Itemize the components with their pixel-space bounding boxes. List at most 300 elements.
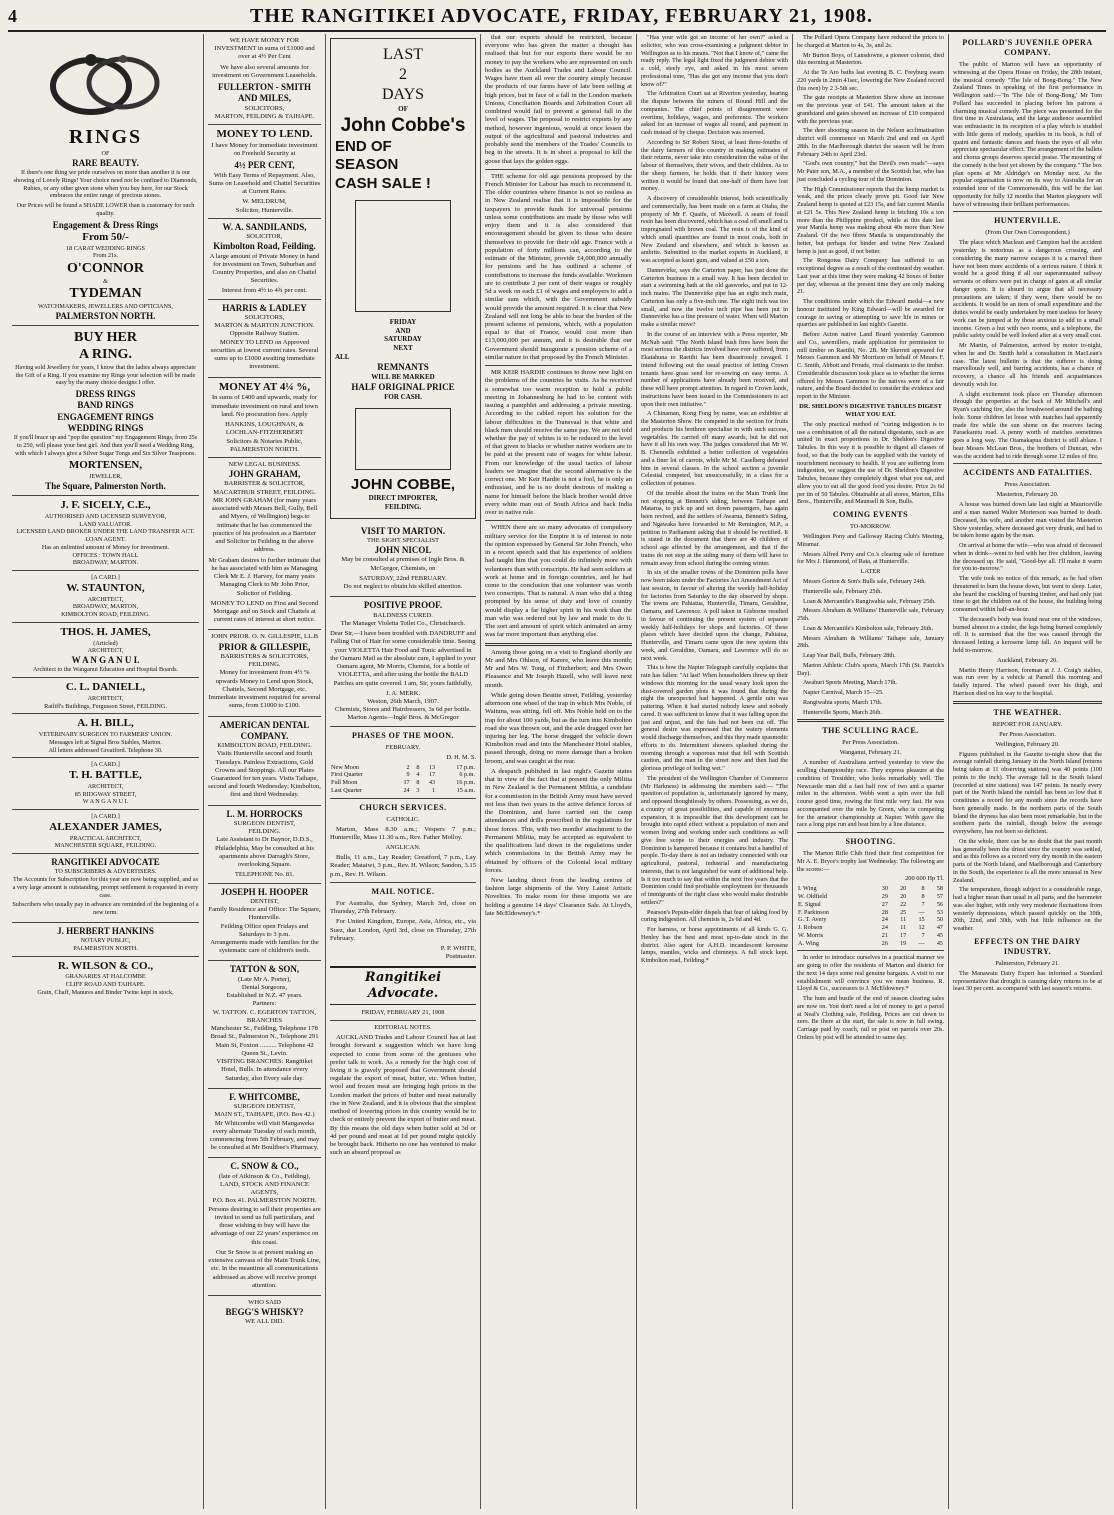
wedding-rings: 18 CARAT WEDDING RINGS — [65, 244, 145, 252]
mtl-2: 4½ PER CENT, — [234, 160, 295, 171]
tat-7: Manchester St., Feilding, Telephone 178 — [211, 1025, 318, 1033]
sculling-pa: Per Press Association. — [842, 739, 899, 747]
hoop-4: Arrangements made with families for the systematic care of children's teeth. — [210, 939, 319, 955]
whit-3: Mr Whitcombe will visit Mangaweka every alternate Tuesday of each month, commencing from 5th February, and may be consulted at Mr Boultbee's Pharmacy. — [209, 1119, 320, 1152]
ad-harris-ladley — [208, 300, 321, 378]
score-row-cell: — — [918, 908, 925, 916]
graham-5: MONEY TO LEND on First and Second Mortgage and on Stock and Chattels at current rates of interest at short notice. — [210, 599, 319, 624]
hunterville-2: Mr Martin, of Palmerston, arrived by motor to-night, when he and Dr. Smith held a consultation in MacLean's case. The latest bulletin is that the sufferer is doing marvellously well, and barring accidents, has a chance of recovery, a chance all his friends and acquaintances devoutly wish for. — [953, 342, 1102, 388]
ajames-name: ALEXANDER JAMES, — [49, 820, 162, 833]
column-6 — [793, 34, 949, 1509]
sand-4: Interest from 4½ to 4¾ per cent. — [221, 287, 308, 295]
cobbe-two: 2 — [399, 66, 407, 83]
ad-john-cobbe — [330, 38, 476, 519]
nicol-2: SATURDAY, 22nd FEBRUARY. — [359, 574, 447, 582]
violetta-3: J. A. MERK. — [385, 689, 421, 697]
tat-6: BRANCHES — [246, 1016, 283, 1024]
score-row-cell: 47 — [936, 924, 943, 931]
fsm-lease: We have also several amounts for investment on Government Leaseholds. — [212, 63, 317, 79]
score-row-cell: 11 — [900, 916, 907, 924]
buy-body: Having sold Jewellery for years, I know that the ladies always appreciate the Gift of a Ring. If you examine my Rings your selection will be made easy by the many choice designs I offer. — [15, 363, 196, 387]
mail-3: P. P. WHITE, — [440, 945, 476, 953]
news-lloyds: New landing direct from the leading centres of fashion large shipments of the Very Latest Artistic Novelties. To make room for these imports we are holding a genuine 14 days' Clearance Sale. At Lloyd's, late McEldowney's.* — [485, 876, 632, 917]
shooting-heading: SHOOTING. — [845, 837, 896, 846]
divider — [953, 463, 1102, 464]
score-row — [797, 916, 944, 924]
event-9: Leap Year Ball, Bulls, February 28th. — [803, 652, 896, 659]
score-row-cell: 19 — [900, 939, 907, 947]
church-catholic: CATHOLIC. — [386, 815, 420, 823]
page-number: 4 — [8, 5, 17, 26]
accidents-heading: ACCIDENTS AND FATALITIES. — [962, 468, 1093, 478]
accidents-2: On arrival at home the wife—who was afraid of deceased when in drink—went to bed with her five children, leaving the deceased up. He said, "Good-bye all. I'll make it warm for you to-morrow." — [953, 542, 1102, 573]
score-row — [797, 893, 944, 901]
news-pepsin: Pearson's Pepsin-elder dispels that fear of taking food by curing indigestion. All chemists is, 2s 6d and 4d. — [641, 908, 788, 924]
ampersand: & — [103, 277, 108, 285]
violetta-6: Marton Agents—Ingle Bros. & McGregor — [347, 714, 459, 722]
mtl-1: I have Money for immediate investment on Freehold Security at — [211, 141, 318, 158]
m44-c: Solicitors & Notaries Public, PALMERSTON NORTH. — [226, 437, 303, 453]
accidents-dateline: Masterton, February 20. — [996, 491, 1059, 499]
event-14: Hunterville Sports, March 26th. — [803, 708, 882, 716]
rings-heading: RINGS — [68, 126, 143, 148]
ad-buy-her-a-ring — [12, 326, 199, 496]
score-row-cell: 58 — [936, 885, 943, 893]
beggs-whisky: BEGG'S WHISKY? — [225, 1307, 304, 1318]
tat-2: Dental Surgeons, — [241, 983, 288, 991]
buy-her: BUY HER — [74, 329, 137, 345]
cobbe-days: DAYS — [381, 86, 425, 103]
violetta-bald: BALDNESS CURED. — [373, 611, 433, 619]
pollard-heading: POLLARD'S JUVENILE OPERA COMPANY. — [962, 38, 1093, 57]
ad-ajames — [12, 810, 199, 854]
ajames-1: PRACTICAL ARCHITECT, — [69, 834, 142, 842]
moon-row-cell: 43 — [428, 779, 436, 787]
who-said: WHO SAID — [248, 1298, 281, 1306]
ad-sicely — [12, 496, 199, 571]
tat-8: Broad St., Palmerston N., Telephone 291 — [210, 1033, 319, 1041]
graham-3: MR JOHN GRAHAM (for many years associated with Messrs Bell, Gully, Bell and Myers, of Wellington) begs to intimate that he has commenced the practice of his profession as a Barrister and Solicitor in Feilding in the above address. — [211, 496, 318, 554]
score-row-cell: 22 — [900, 900, 907, 908]
adc-1: KIMBOLTON ROAD, FEILDING. — [217, 742, 312, 750]
card-1: [A CARD.] — [91, 574, 120, 581]
ad-meldrum — [208, 125, 321, 219]
ad-fullerton — [208, 34, 321, 125]
engagement-rings: Engagement & Dress Rings — [52, 219, 159, 230]
ad-violetta — [330, 597, 476, 726]
tat-11: VISITING BRANCHES: Rangitikei Hotel, Bulls. In attendance every Saturday, also Every sale day. — [216, 1058, 313, 1082]
hankins-name: J. HERBERT HANKINS — [57, 925, 154, 936]
score-row — [797, 885, 944, 893]
dairy-heading: EFFECTS ON THE DAIRY INDUSTRY. — [974, 936, 1081, 956]
ajames-2: MANCHESTER SQUARE, FEILDING. — [54, 842, 157, 850]
snow-name: C. SNOW & CO., — [230, 1161, 299, 1172]
m44-title: MONEY AT 4¼ %, — [218, 380, 311, 393]
event-13: Rangiwahia sports, March 17th. — [803, 698, 883, 706]
moon-heading: PHASES OF THE MOON. — [352, 730, 454, 740]
whit-2: MAIN ST., TAIHAPE, (P.O. Box 42.) — [214, 1111, 315, 1119]
editorial-military: WHEN there are so many advocates of compulsory military service for the Empire it is of interest to note the opinion expressed by General Sir John French, who in a recent speech said that his experience of soldiers had taught him that you could do infinitely more with volunteers than with conscripts. He had seen soldiers at work at home and in foreign countries, and he had come to the conclusion that one volunteer was worth two conscripts. That is natural. A man who did a thing prompted by his sense of duty and love of country would display a far higher spirit in his work than the man who was ordered out by law and made to do it. The sort and amount of spirit which animated an army was far more important than anything else. — [485, 524, 632, 639]
m44-a: In sums of £400 and upwards, ready for immediate investment on rural and town land. No procuration fees. Apply — [211, 394, 318, 418]
oconnor-name: O'CONNOR — [67, 261, 144, 276]
news-rain: This is how the Napier Telegraph carefully explains that rain has fallen: "At last! When householders threw up their windows this morning for the usual weary look upon the dust-covered garden plots it was found that during the night the unexpected had happened. A gentle rain was pattering. When it had started nobody knew and nobody cared. It was sufficient to know that it was falling upon the just and unjust, and the fats had not been cut off. The general desire was expressed that the watery elements would discharge themselves, and this they made spasmodic efforts to do. Intermittent showers splashed during the morning through a vaporous mist that fell with Scottish caution, and the man in the street now and then had the glorious privilege of feeling wet." — [641, 664, 788, 772]
divider — [485, 643, 632, 646]
card-2: [A CARD.] — [91, 761, 120, 769]
moon-row-cell: 8 — [416, 779, 420, 787]
pg-3: Money for investment from 4½ % upwards Money to Lend upon Stock, Chattels, Second Mortgage, etc. Immediate investment required for several sums, from £1000 to £100. — [208, 669, 321, 710]
hunterville-1: The place which Maclean and Campion had the accident yesterday is notorious as a dangerous crossing, and considering the many narrow escapes it is a marvel there have not been more accidents of a serious nature. I think it would be a good thing if all our superannuated railway servants or others were put in charge of gates at all similar danger spots. It is absurd to argue that all necessary precautions are taken; if they were, there would be no accidents. It would be an item of small expenditure and the duties would be easily undertaken by men useless for heavy work can be jumped at by those anxious to add to a small income. Given a hut with two rooms, and a telephone, the public safety could be well looked after at a very small cost. — [953, 239, 1102, 340]
graham-name: JOHN GRAHAM, — [228, 469, 301, 480]
moon-row-cell: 17 p.m. — [456, 763, 475, 771]
sand-3: A large amount of Private Money in hand for investment on Town, Suburban and Country Properties, and also on Chattel Securities. — [209, 252, 320, 285]
graham-nlb: NEW LEGAL BUSINESS. — [228, 460, 301, 468]
news-harness: For harness, or horse appointments of all kinds G. G. Henley has the best and most up-to-date stock in the district. Also agent for A.H.D. incandescent kerosene lamps, mantles, wicks and chimneys. A full stock kept. Kimbolton road, Feilding.* — [641, 926, 788, 964]
nicol-1: May be consulted at premises of Ingle Bros. & McGregor, Chemists, on — [341, 556, 465, 572]
event-6: Messrs Abraham & Williams' Hunterville sale, February 25th. — [797, 607, 944, 622]
cobbe-end: END OF — [335, 137, 392, 155]
moon-row — [330, 779, 476, 787]
nicol-visit: VISIT TO MARTON. — [360, 525, 446, 536]
staunton-3: KIMBOLTON ROAD, FEILDING. — [61, 611, 150, 618]
accidents-pa: Press Association. — [1004, 481, 1051, 489]
divider — [330, 882, 476, 883]
news-resin: A discovery of considerable interest, both scientifically and commercially, has been made on a farm at Otaha, the property of Mr F. Quaife, of Maxwell. A seam of fossil resin has been discovered, which has a coal oil smell and is impregnated with brown coal. The resin is of the kind of which small quantities are found in most coals, both in New Zealand and elsewhere, and which is known as ambrite. Submitted to the market experts in Auckland, it was accepted as kauri gum, and valued at £50 a ton. — [641, 195, 788, 264]
moon-table — [330, 764, 476, 795]
accidents-auckland: Auckland, February 20. — [997, 656, 1058, 664]
score-row-cell: 11 — [900, 924, 907, 931]
ad-money-44 — [208, 378, 321, 458]
fsm-2: MARTON, FEILDING & TAIHAPE. — [214, 112, 315, 120]
hl-2: MARTON & MARTON JUNCTION. — [214, 322, 315, 330]
mortensen: MORTENSEN, — [68, 459, 143, 472]
score-row-cell: E. Signal — [798, 900, 821, 908]
score-row-cell: 26 — [881, 939, 888, 947]
accidents-5: Martin Henry Harrison, foreman at J. J. Craig's stables, was run over by a vehicle at Parnell this morning and fatally injured. The wheel passed over his thigh, and Harrison died on his way to the hospital. — [953, 666, 1102, 697]
ad-bill — [12, 714, 199, 758]
news-pollard-prices: The Pollard Opera Company have reduced the prices to be charged at Marton to 4s, 3s, and 2s. — [797, 34, 944, 49]
nicol-sight: THE SIGHT SPECIALIST — [366, 537, 440, 544]
card-3: [A CARD.] — [91, 813, 120, 820]
bill-2: Messages left at Signal Bros Stables, Marton. — [49, 738, 162, 746]
battle-name: T. H. BATTLE, — [69, 769, 142, 781]
hankins-1: NOTARY PUBLIC, — [80, 937, 131, 944]
divider — [330, 1020, 476, 1021]
news-polls: In six of the smaller towns of the Dominion polls have now been taken under the Factories Act Amendment Act of last session, in favour of altering the weekly half-holiday for factories from Saturday to the day observed by shops. The towns are Pahiatua, Hunterville, Timaru, Geraldine, Oamaru, and Lawrence. A poll taken in Gisborne resulted in favour of continuing the present system of separate weekly half-holidays for shops and factories. Of these places which have decided upon the change, Pahiatua, Hunterville, and Timaru came upon the new system this week, and Geraldine, Oamaru, and Lawrence will do so next week. — [641, 569, 788, 662]
accidents-4: The deceased's body was found near one of the windows, burned almost to a cinder, the legs being burned completely off. It is surmised that the fire was caused through the deceased letting a kerosene lamp fall. An inquest will be held to-morrow. — [953, 615, 1102, 654]
violetta-proof: POSITIVE PROOF. — [363, 600, 443, 611]
tat-3: Established in N.Z. 47 years. — [226, 992, 303, 1000]
column-1 — [8, 34, 204, 1509]
event-2: Messrs Alfred Perry and Co.'s clearing sale of furniture for Mrs J. Hammond, of Rata, at Hunterville. — [797, 550, 944, 566]
news-militia: A despatch published in last night's Gazette states that in view of the fact that at present the only Militia in New Zealand is the Permanent Militia, a candidate for a commission in the British Army must have served not less than two years in the active defence forces of the Dominion, and have carried out the camp attendances and drills prescribed in the regulations for those forces. This, with two months' attachment to the Permanent Militia, may be accepted as equivalent to the qualifications laid down in the regulations under which commissions in the British Army may be obtained by officers of the Colonial local military forces. — [485, 767, 632, 874]
score-row-cell: 20 — [900, 885, 907, 893]
moon-row-cell: First Quarter — [331, 771, 363, 779]
rings-of: OF — [101, 150, 110, 157]
cobbe-next: NEXT — [393, 344, 413, 352]
tat-5: W. TATTON. C. EGERTON TATTON, — [212, 1008, 317, 1016]
score-row-cell: 15 — [918, 916, 925, 924]
score-row-cell: 8 — [921, 893, 925, 900]
cobbe-season: SEASON — [335, 156, 399, 174]
moon-row — [330, 787, 476, 795]
news-mcnab: In the course of an interview with a Press reporter, Mr McNab said: "The North Island bush fires have been the most serious the districts involved have ever suffered, from Ekatahuna to Raetihi has been disastrously ravaged. I intend following out the usual practice of letting Crown tenants have grass seed for re-sowing on easy terms. A number of applications have already been received, and these will have prompt attention. In regard to Crown lands, instructions have been issued to the Commissioners to act upon their own initiative." — [641, 330, 788, 408]
whit-name: F. WHITCOMBE, — [229, 1091, 300, 1102]
score-row-cell: 28 — [881, 908, 888, 916]
staunton-architect: ARCHITECT, — [87, 595, 124, 603]
cobbe-importer: DIRECT IMPORTER, — [368, 494, 438, 503]
james-wanganui: W A N G A N U I. — [71, 655, 140, 665]
snow-5: Our Sr Snow is at present making an extensive canvass of the Main Trunk Line, etc. In the meantime all communications addressed as above will receive prompt attention. — [208, 1248, 321, 1289]
editorial-hardie: MR KEIR HARDIE continues to throw new light on the problems of the countries he visits. As he received a somewhat too warm reception to hold a public meeting in Johannesburg he had to be content with issuing a pamphlet and addressing a private meeting. According to the cabled report his solution for the labour difficulties in the Transvaal is that white and black men should receive the same pay. We are not told whether the pay of whites is to be reduced to the level of that given to blacks or whether native workers are to be paid at the present rate of wages for white labour. From our knowledge of the usual tactics of labour leaders we imagine that the second alternative is the correct one. Mr Keir Hardie is not a fool, he is only an enthusiast, and he is no doubt desirous of making a name for himself before the black brother would drive every white man out of South Africa and back India over to native rule. — [485, 369, 632, 517]
score-row-cell: 45 — [936, 931, 943, 939]
hoop-2: Family Residence and Office: The Square, Hunterville. — [208, 906, 321, 922]
wilson-name: R. WILSON & CO., — [57, 959, 154, 972]
sicely-1: AUTHORISED AND LICENSED SURVEYOR, — [44, 512, 167, 520]
a-ring: A RING. — [79, 347, 132, 363]
divider — [953, 701, 1102, 704]
tat-1: (Late Mr A. Porter), — [238, 975, 291, 983]
ad-battle — [12, 758, 199, 810]
moon-row-cell: 17 — [403, 779, 410, 787]
score-row-cell: 7 — [921, 900, 925, 908]
masthead — [8, 2, 1106, 32]
tat-4: Partners: — [252, 1000, 277, 1008]
weather-report: REPORT FOR JANUARY. — [992, 720, 1063, 728]
sculling-dateline: Wanganui, February 21. — [839, 749, 902, 757]
staunton-name: W. STAUNTON, — [66, 581, 145, 594]
news-population: The president of the Wellington Chamber of Commerce (Mr Harkness) in addressing the members said:— "The question of population is, unfortunately ignored by many, and opposed thoughtlessly by others. Possessing, as we do, a country of great possibilities, and capable of enormous expansion, it is impossible that this development can be brought into rapid effect without a population of men and women living and working under such conditions as will give free scope to their energies and industry. The Dominion is hampered because it contains but a handful of people. To-day there is not an industry connected with our agricultural, pastoral, industrial and manufacturing interests, that is not languished for want of additional help. Is it too much to say that within the next five years that the Dominion could find profitable employment for thousands of immigrants of the right class who would make desirable settlers?" — [641, 774, 788, 906]
rangi-3: Subscribers who usually pay in advance are reminded of the beginning of a new term. — [12, 901, 199, 916]
m44-b: HANKINS, LOUGHNAN, & LOCHLAN-FITZHERBERT — [225, 421, 304, 437]
daniell-2: Ratliff's Buildings, Fergusson Street, FEILDING. — [44, 702, 167, 710]
moon-month: FEBRUARY. — [385, 743, 421, 751]
mtl-title: MONEY TO LEND. — [216, 128, 313, 141]
coming-tomorrow: TO-MORROW. — [849, 523, 891, 530]
church-anglican: ANGLICAN. — [385, 844, 421, 852]
square-palmerston: The Square, Palmerston North. — [45, 480, 166, 491]
moon-row-cell: 3 — [416, 786, 420, 794]
sicely-6: OFFICES : TOWN HALL — [72, 551, 139, 559]
ad-rings — [12, 34, 199, 326]
hunterville-heading: HUNTERVILLE. — [994, 216, 1061, 226]
moon-row-cell: 17 — [428, 771, 436, 779]
snow-1: (late of Atkinson & Co., Feilding), — [218, 1172, 311, 1180]
hunterville-3: A slight excitement took place on Thursday afternoon through the properties at the back of Mr Mitchell's and Ryan's catching fire, also the brushwood around the bathing hole. Some children let loose with matches had apparently made fire while the sun shone on the reserves facing Paraekaretu road. A penny worth of matches sometimes goes a long way. The Otamakapua district is still ablaze. I hear Messrs McLean Bros., the brothers of Duncan, who was the accident had to ride through some 12 miles of fire. — [953, 390, 1102, 460]
ad-snow — [208, 1158, 321, 1296]
bill-1: VETERINARY SURGEON TO FARMERS' UNION. — [38, 731, 173, 738]
horr-name: L. M. HORROCKS — [226, 808, 303, 819]
score-row — [797, 940, 944, 948]
rangi-1: TO SUBSCRIBERS & ADVERTISERS. — [54, 868, 157, 876]
score-row-cell: 8 — [921, 885, 925, 893]
rings-body: If there's one thing we pride ourselves on more than another it is our showing of Lovely Rings! Your choice need not be confined to Diamonds, Rubies, or any other given stone when you buy here, for our Stock embraces the entire range of precious stones. — [13, 169, 198, 200]
wed-rings: WEDDING RINGS — [67, 422, 144, 433]
news-medal: The conditions under which the Edward medal—a new honour instituted by King Edward—will be awarded for courage in saving or attempting to save life in mines or quarries are published in last night's Gazette. — [797, 298, 944, 329]
editorial-1: AUCKLAND Trades and Labour Council has at last brought forward a suggestion which we have long expected to come from some of the geniuses who prefer talk to work. As a remedy for the high cost of living it is gravely proposed that Government should regulate the export of meat, butter, etc. When butter, wool and frozen meat are bringing high prices in the London market the prices of butter and meat naturally rise in New Zealand, and it is obvious that the simplest method of lowering prices in this country would be to check or entirely prevent the export of butter and meat. By this means the old days when butter sold at 3d or 4d per pound and meat at 1d per pound might quickly be brought back. Hitherto no one has ventured to make such an absurd proposal as — [330, 1034, 476, 1157]
cobbe-frame — [355, 200, 451, 312]
sicely-4: LOAN AGENT. — [85, 536, 126, 543]
column-5 — [637, 34, 793, 1509]
weather-2: On the whole, there can be no doubt that the past month has generally been the driest since the country was settled, and as this follows as a record very dry month in the eastern parts of the North Island, and Marlborough and Canterbury in the South, the experience is all the more unusual in New Zealand. — [953, 837, 1102, 884]
nicol-name: JOHN NICOL — [374, 545, 432, 556]
wilson-2: CLIFF ROAD AND TAIHAPE. — [65, 981, 146, 988]
ad-tatton — [208, 961, 321, 1088]
mail-2: For United Kingdom, Europe, Asia, Africa, etc., via Suez, due London, April 3rd, close on Thursday, 27th February. — [330, 918, 476, 942]
graham-4: Mr Graham desires to further intimate that he has associated with him as Managing Clerk Mr E. J. Harvey, for many years Managing Clerk to Mr John Prior, Solicitor of Feilding. — [208, 556, 321, 597]
score-row-cell: 56 — [936, 900, 943, 908]
weather-dateline: Wellington, February 20. — [995, 740, 1060, 748]
ad-rangitikei-subscribers — [12, 854, 199, 923]
column-4 — [481, 34, 637, 1509]
moon-row-cell: 13 — [428, 763, 436, 771]
score-row-cell: F. Parkinson — [798, 908, 829, 916]
whit-1: SURGEON DENTIST, — [233, 1103, 296, 1111]
band-rings: BAND RINGS — [77, 400, 134, 411]
sculling-body: A number of Australians arrived yesterday to view the sculling championship race. They express pleasure at the condition of Tresidder, who looks remarkably well. The Newcastle man did a fast half row of two and a quarter miles in the afternoon. Webb went a spin over the full course good time, rowing the first mile very fast. He was accompanied over the mile by Green, who is competing for the amateur championship at Napier. Webb gave the race a long pipe run and beat him by a line distance. — [797, 759, 944, 829]
cobbe-frame-2 — [355, 408, 451, 470]
church-anglican-text: Bulls, 11 a.m., Lay Reader; Greatford, 7 p.m., Lay Reader; Mataiwi, 3 p.m., Rev. H. Wilson; Sandon, 3.15 p.m., Rev. H. Wilson. — [330, 854, 476, 878]
ad-prior-gillespie — [208, 630, 321, 716]
score-row-cell: J. Robson — [798, 924, 823, 931]
church-heading: CHURCH SERVICES. — [359, 802, 447, 812]
coming-events-heading: COMING EVENTS — [832, 510, 909, 519]
rings-illustration — [31, 41, 181, 121]
hoop-3: Feilding Office open Fridays and Saturdays to 3 p.m. — [220, 922, 309, 938]
news-trap: While going down Beattie street, Feilding, yesterday afternoon one wheel of the trap in which Mrs Noble, of Waituna, was sitting, fell off. Mrs Noble held on to the trap for about 100 yards, but as the turn into Kimbolton road she was thrown out, and the axle dragged over her injuring her leg. The horse dragged the vehicle down Kimbolton road and into the Manchester Hotel stables, passed through, doing no more damage than a broken broom, and was caught at the rear. — [485, 691, 632, 765]
accidents-1: A house was burned down late last night at Mauriceville and a man named Walter Morterson was burned to death. Deceased, his wife, and another man visited the Masterton Show yesterday, where deceased got very drunk, and had to be taken home again by the man. — [953, 501, 1102, 540]
moon-row — [330, 771, 476, 779]
james-2: Architect to the Wanganui Education and Hospital Boards. — [32, 666, 179, 674]
ad-hooper — [208, 884, 321, 962]
divider — [797, 950, 944, 951]
wilson-3: Grain, Chaff, Manures and Binder Twine kept in stock. — [37, 988, 174, 996]
snow-4: Persons desiring to sell their properties are invited to send us full particulars, and those wishing to buy will have the advantage of our 22 years' experience on this coast. — [208, 1205, 321, 1246]
fsm-name: FULLERTON - SMITH AND MILES, — [217, 82, 312, 104]
dress-rings: DRESS RINGS — [75, 389, 136, 399]
news-rongotea: The Rongotea Dairy Company has suffered to an exceptional degree as a result of the continued dry weather. Last year at this time they were making 42 boxes of butter per day, whereas at the present time they are only making 21. — [797, 257, 944, 296]
violetta-1: The Manager Violetta Toilet Co., Christchurch. — [340, 619, 466, 627]
james-architect: ARCHITECT, — [87, 647, 124, 655]
paper-dateline: FRIDAY, FEBRUARY 21, 1908 — [361, 1009, 445, 1017]
rings-prices: Our Prices will be found a SHADE LOWER than is customary for such quality. — [16, 202, 195, 217]
violetta-4: Weston, 26th March, 1907. — [367, 698, 439, 706]
event-3: Messrs Gorton & Son's Bulls sale, February 24th. — [803, 578, 926, 585]
sicely-7: BROADWAY, MARTON. — [72, 559, 139, 567]
horr-2: FEILDING. — [248, 828, 281, 836]
moon-row-cell: Full Moon — [331, 779, 358, 787]
weather-pa: Per Press Association. — [999, 730, 1056, 738]
score-row — [797, 909, 944, 917]
james-articled: (Articled) — [93, 639, 118, 647]
mail-1: For Australia, due Sydney, March 3rd, close on Thursday, 27th February. — [330, 899, 476, 916]
rangi-title: RANGITIKEI ADVOCATE — [51, 857, 160, 867]
dairy-body: The Manawatu Dairy Expert has informed a Standard representative that drought is causing dairy returns to be at least 30 per cent. as compared with last season's returns. — [953, 969, 1102, 993]
event-10: Marton Athletic Club's sports, March 17th (St. Patrick's Day). — [797, 661, 944, 677]
shooting-body: The Marton Rifle Club fired their first competition for Mr A. E. Bryce's trophy last Wednesday. The following are the scores:— — [797, 850, 944, 873]
moon-row-cell: New Moon — [331, 763, 360, 771]
cobbe-feilding: FEILDING. — [384, 503, 422, 511]
ad-daniell — [12, 678, 199, 714]
editorial-2: that our exports should be restricted, because everyone who has given the matter a thought has realised that but for our exports there would be no money to pay the workers who are represented on such bodies as the Auckland Trades and Labour Council. Wages have risen all over the country simply because the products of our farms have of late been selling at high prices, but in face of a fall in the London markets Unions, Conciliation Boards and Arbitration Court all combined would fail to prevent a general fall in the level of wages. The proposal to restrict exports by any method, however ingenious, would at once lessen the output of the agricultural and pastoral industries and probably send the members of the Trades' Councils to beg in the streets. It is in short a proposal to kill the goose that lays the golden eggs. — [485, 34, 632, 165]
horr-4: TELEPHONE No. 81. — [234, 871, 295, 879]
hoop-1: DENTIST, — [250, 897, 279, 905]
ad-graham — [208, 458, 321, 630]
weather-heading: THE WEATHER. — [993, 707, 1062, 717]
divider — [485, 169, 632, 170]
sand-1: SOLICITOR, — [246, 233, 283, 241]
score-row-cell: 21 — [881, 931, 888, 939]
divider — [485, 520, 632, 521]
editorial-pensions: THE scheme for old age pensions proposed by the French Minister for Labour has much to recommend it. The older countries where finance is not so restless as in New Zealand realise that it is impossible for the taxpayers to provide funds for universal pensions unless some contributions are made by those who will enjoy them and it is also considered that encouragement should be given to those who desire themselves to provide for their old age. France with a population of forty millions can, according to the estimate of the Minister, provide £4,000,000 annually for pensions and he has outlined a scheme of contributions to increase the funds available. Workmen are to contribute 2 per cent of their wages or roughly 5d a week on each £1 of wages and employers to add a similar sum which, with the Government subsidy would provide the amount required. It is clear that New Zealand will not long be able to bear the burden of the present scheme of pensions, which, with a population equal to that of France, would cost more than £13,000,000 per annum, and it is desirable that our Government should inaugurate a pension scheme of a similar nature to that proposed by the French Minister. — [485, 172, 632, 361]
news-kong-fong: A Chinaman, Kong Fong by name, was an exhibitor at the Masterton Show. He competed in the section for fruits and products his brethren specialise in with such success, vegetables. He carried off many awards, but he did not have it all his own way. The judges considered that Mr W. B. Chennells exhibited a better collection of vegetables and a finer lot of carrots, while Mr M. Caselberg defeated him in several classes. In the school section a juvenile Celestial competed, but unsuccessfully, in a class for a collection of potatoes. — [641, 410, 788, 487]
we-all-did: WE ALL DID. — [244, 1318, 285, 1326]
score-row-cell: G. T. Avery — [798, 916, 827, 924]
news-trains: Of the trouble about the trains on the Main Trunk line not stopping at Bennett's siding, between Taihape and Mataroa, to pick up and set down passengers, has again been revived, and the settlers of Awarua, Bennett's Siding, and Ngawaka have forwarded to Mr Remington, M.P., a petition to Parliament asking that it should be rectified. It is stated in the document that there are 40 children of school age affected by the arrangement, and that if the trains do not stop at the siding many of them will have to remain away from school during the coming winter. — [641, 489, 788, 567]
nicol-3: Do not neglect to obtain his skilled attention. — [343, 583, 463, 591]
cobbe-all: ALL — [335, 352, 350, 361]
event-1: Wellington Pony and Galloway Racing Club's Meeting, Miramar. — [797, 533, 944, 548]
sheldon-body: The only practical method of "curing indigestion is to use a combination of all the natural digestants, such as are united in exact proportions in Dr. Sheldon's Digestive Tabules. In this way it is possible to digest all classes of food, so that the body can be supplied with the variety of nourishment necessary to health. If you are suffering from indigestion, we suggest the use of Dr. Sheldon's Digestive Tabules, because they completely digest what you eat, and allow you to eat all the good food you desire. Price 2s 6d per tin of 50 Tabules. Obtainable at all stores, Marton, Ellis Bros., Hunterville, and Maunsell & Son, Bulls. — [797, 420, 944, 506]
pg-name: PRIOR & GILLESPIE, — [218, 641, 311, 652]
bill-name: A. H. BILL, — [77, 717, 134, 730]
event-11: Awahuri Sports Meeting, March 17th. — [803, 679, 897, 687]
ad-nicol — [330, 523, 476, 598]
staunton-2: BROADWAY, MARTON, — [72, 603, 139, 611]
cobbe-forcash: FOR CASH. — [384, 392, 422, 401]
graham-1: BARRISTER & SOLICITOR, — [224, 480, 305, 488]
hl-name: HARRIS & LADLEY — [222, 302, 307, 313]
cobbe-half: HALF ORIGINAL PRICE — [351, 381, 455, 392]
score-row-cell: 45 — [936, 939, 943, 947]
tat-name: TATTON & SON, — [229, 964, 300, 975]
pg-2: FEILDING. — [248, 661, 281, 669]
cobbe-and: AND — [395, 326, 411, 335]
news-deer: The deer shooting season in the Nelson acclimatisation district will commence on March 2nd and end on April 28th. In the Marlborough district the season will be from February 24th to April 23rd. — [797, 127, 944, 158]
score-row-cell: 24 — [881, 924, 888, 931]
coming-later: LATER — [860, 568, 881, 575]
adc-2: Visits Hunterville second and fourth Tuesdays. Painless Extractions, Gold Crowns and Stoppings. All our Plates Guaranteed for ten years. Visits Taihape, second and fourth Wednesday; Kimbolton, first and third Wednesday. — [208, 750, 321, 799]
battle-wanganui: W A N G A N U I. — [82, 798, 129, 806]
mtl-5: Solicitor, Hunterville. — [235, 206, 294, 214]
sicely-name: J. F. SICELY, C.E., — [60, 499, 151, 511]
score-row — [797, 924, 944, 932]
cobbe-remnants: REMNANTS — [377, 361, 429, 372]
cobbe-last: LAST — [383, 46, 423, 63]
mail-4: Postmaster. — [445, 953, 476, 961]
score-row-cell: 17 — [900, 931, 907, 939]
hankins-2: PALMERSTON NORTH. — [73, 944, 138, 952]
score-row-cell: 7 — [921, 931, 925, 939]
moon-row-cell: 15 a.m. — [456, 786, 475, 794]
column-7 — [949, 34, 1106, 1509]
hoop-name: JOSEPH H. HOOPER — [220, 886, 309, 897]
news-hemp: The High Commissioner reports that the hemp market is weak, and the prices clearly prove pit. Good fair New Zealand hemp is quoted at £23 15s, and fair current Manila at £21 5s. This New Zealand hemp is fetching 10s a ton more than the Philippine product, while at this date last year Manila hemp was making about 40s more than New Zealand. Of the two fibres Manila is unquestionably the better, but perhaps for binder and twine New Zealand hemp is just as good, if not better. — [797, 185, 944, 255]
mail-heading: MAIL NOTICE. — [371, 886, 435, 896]
moon-row-cell: 1 — [432, 786, 436, 794]
moon-row-cell: Last Quarter — [331, 786, 363, 794]
divider — [953, 211, 1102, 212]
event-12: Napier Carnival, March 15—25. — [803, 689, 884, 696]
news-neal: The hum and bustle of the end of season clearing sales are now on. You don't need a lot of money to get a parcel at Neal's Clothing sale, Feilding. Prices are cut down to zero. Be there at the start, the sale is now in full swing. Carriage paid by coach, rail or post on parcels over 20s. Orders by post will be attended to same day. — [797, 995, 944, 1041]
news-stout: According to Sir Robert Stout, at least three-fourths of the dairy farmers of this country in making estimates of their returns, never take into consideration the value of the labour of themselves, their wives, and their children. As to the sheep farmers, he holds that if their history were written it would be found that one-half of them have lost money. — [641, 138, 788, 193]
event-5: Loan & Mercantile's Rangiwahia sale, February 25th. — [803, 597, 936, 605]
sicely-5: Has an unlimited amount of Money for investment. — [41, 543, 170, 551]
score-row-cell: 50 — [936, 916, 943, 924]
shooting-header: 200 600 Hp Tl. — [905, 875, 944, 883]
news-roads: "God's own country," but the Devil's own roads"—says Mr Pater son, M.A., a member of the Scottish bar, who has just concluded a cycling tour of the Dominion. — [797, 160, 944, 183]
score-row-cell: 30 — [881, 885, 888, 893]
palmerston-north: PALMERSTON NORTH. — [55, 310, 156, 321]
